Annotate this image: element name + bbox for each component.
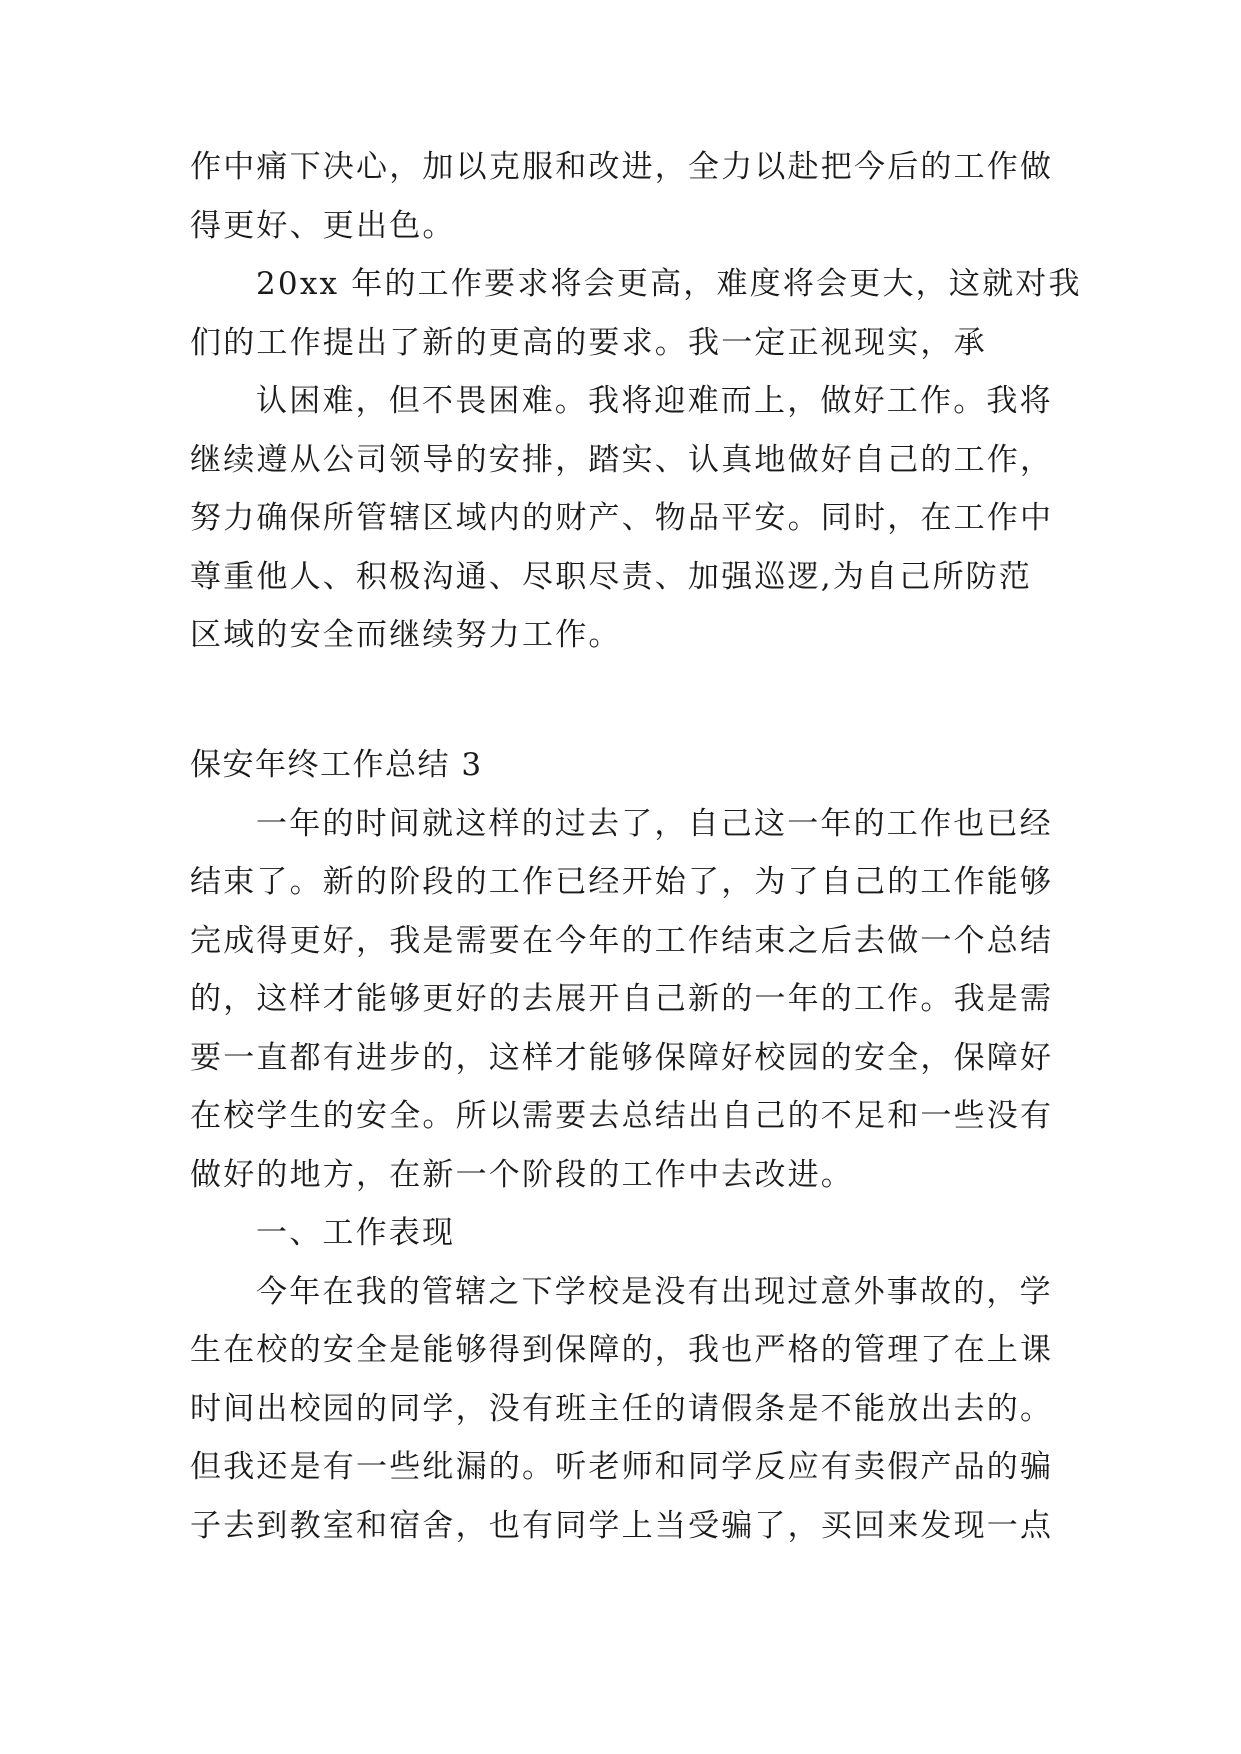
text-line: 努力确保所管辖区域内的财产、物品平安。同时，在工作中 xyxy=(190,500,1054,536)
text-line: 做好的地方，在新一个阶段的工作中去改进。 xyxy=(190,1156,854,1193)
text-line: 时间出校园的同学，没有班主任的请假条是不能放出去的。 xyxy=(190,1390,1054,1427)
text-line: 继续遵从公司领导的安排，踏实、认真地做好自己的工作， xyxy=(190,441,1054,478)
text-line: 认困难，但不畏困难。我将迎难而上，做好工作。我将 xyxy=(256,383,1053,419)
section-3 xyxy=(190,736,1070,1555)
paragraph-block-1 xyxy=(190,138,1082,665)
text-line: 们的工作提出了新的更高的要求。我一定正视现实，承 xyxy=(190,324,987,361)
text-line: 作中痛下决心，加以克服和改进，全力以赴把今后的工作做 xyxy=(190,149,1054,185)
text-line: 生在校的安全是能够得到保障的，我也严格的管理了在上课 xyxy=(190,1332,1054,1368)
text-line: 但我还是有一些纰漏的。听老师和同学反应有卖假产品的骗 xyxy=(190,1449,1054,1485)
text-line: 的，这样才能够更好的去展开自己新的一年的工作。我是需 xyxy=(190,981,1054,1017)
text-line: 要一直都有进步的，这样才能够保障好校园的安全，保障好 xyxy=(190,1039,1054,1076)
text-line: 区域的安全而继续努力工作。 xyxy=(190,617,622,653)
text-line: 一年的时间就这样的过去了，自己这一年的工作也已经 xyxy=(256,805,1053,842)
text-line: 今年在我的管辖之下学校是没有出现过意外事故的，学 xyxy=(256,1273,1053,1310)
subsection-heading: 一、工作表现 xyxy=(256,1215,456,1251)
text-line: 子去到教室和宿舍，也有同学上当受骗了，买回来发现一点 xyxy=(190,1507,1054,1544)
section-title: 保安年终工作总结 3 xyxy=(190,747,483,783)
text-line: 20xx 年的工作要求将会更高，难度将会更大，这就对我 xyxy=(256,266,1082,302)
text-line: 得更好、更出色。 xyxy=(190,207,456,244)
text-line: 完成得更好，我是需要在今年的工作结束之后去做一个总结 xyxy=(190,922,1054,959)
text-line: 在校学生的安全。所以需要去总结出自己的不足和一些没有 xyxy=(190,1098,1054,1134)
text-line: 尊重他人、积极沟通、尽职尽责、加强巡逻,为自己所防范 xyxy=(190,558,1033,595)
text-line: 结束了。新的阶段的工作已经开始了，为了自己的工作能够 xyxy=(190,864,1054,900)
